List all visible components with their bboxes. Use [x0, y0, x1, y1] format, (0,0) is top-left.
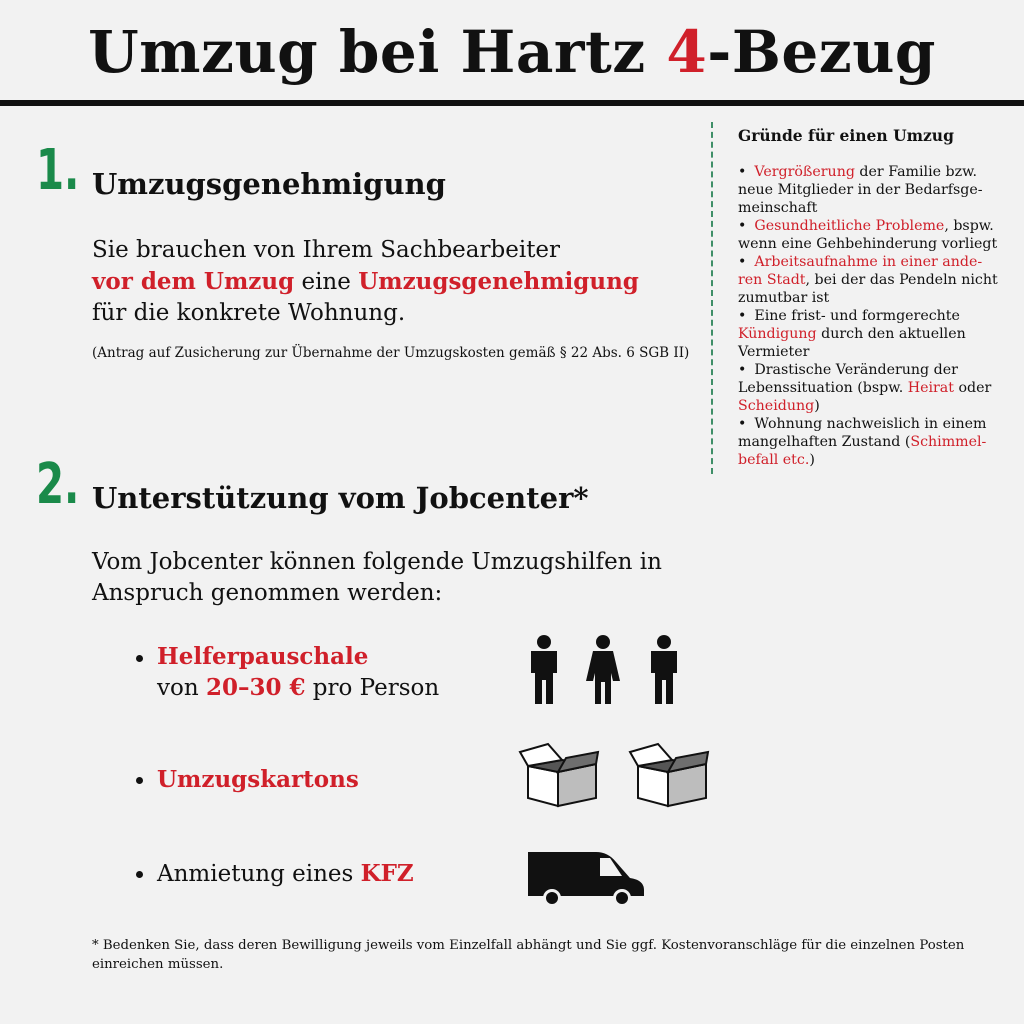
- reason-text: , bspw. wenn eine Gehbehinderung vorliegt: [738, 218, 998, 252]
- title-suffix: -Bezug: [707, 18, 936, 86]
- section2-intro-line1: Vom Jobcenter können folgende Umzugshilfen in: [92, 549, 662, 575]
- reason-pre: Eine frist- und formgerechte: [754, 308, 960, 324]
- bullet: [136, 871, 143, 878]
- box-icon: [628, 740, 710, 808]
- section1-heading: Umzugsgenehmigung: [92, 167, 446, 201]
- section1-red-permit: Umzugsgenehmigung: [358, 268, 639, 295]
- reason-text: durch den aktuellen Vermieter: [738, 326, 966, 360]
- reason-highlight: Schimmel-befall etc.: [738, 434, 987, 468]
- reason-text: der Familie bzw. neue Mitglieder in der Bedarfsge-meinschaft: [738, 164, 983, 216]
- bullet: [136, 655, 143, 662]
- section1-line3: für die konkrete Wohnung.: [92, 300, 406, 326]
- section2-intro-line2: Anspruch genommen werden:: [92, 580, 443, 606]
- section2-heading: Unterstützung vom Jobcenter*: [92, 481, 589, 515]
- man-icon: [527, 634, 561, 704]
- section2-intro: [92, 547, 692, 609]
- footnote: * Bedenken Sie, dass deren Bewilligung jeweils vom Einzelfall abhängt und Sie ggf. Kostenvoranschläge für die einzelnen Posten einreichen müssen.: [92, 938, 965, 972]
- title-rule: [0, 100, 1024, 106]
- helper-amount-line: [157, 672, 439, 704]
- reason-highlight: Arbeitsaufnahme in einer ande-ren Stadt: [738, 254, 983, 288]
- box-icon: [518, 740, 600, 808]
- reason-mid: oder: [953, 380, 992, 396]
- reason-pre: Drastische Veränderung der Lebenssituation (bspw.: [738, 362, 958, 396]
- title-number: 4: [666, 18, 708, 86]
- reason-text: ): [809, 452, 815, 468]
- helper-pre: von: [157, 675, 206, 701]
- reason-highlight: Scheidung: [738, 398, 815, 414]
- reason-highlight: Heirat: [907, 380, 954, 396]
- reasons-list: [738, 163, 1006, 469]
- section1-line2: [92, 266, 692, 298]
- reason-text: ): [814, 398, 820, 414]
- helper-amount: 20–30 €: [205, 674, 306, 701]
- section1-number: 1.: [36, 138, 80, 203]
- reason-text: , bei der das Pendeln nicht zumutbar ist: [738, 272, 998, 306]
- reason-item: • Arbeitsaufnahme in einer ande-ren Stadt, bei der das Pendeln nicht zumutbar ist: [738, 254, 998, 306]
- reason-highlight: Kündigung: [738, 326, 817, 342]
- section1-line2-mid: eine: [301, 269, 351, 295]
- reason-item: • Wohnung nachweislich in einem mangelhaften Zustand (Schimmel-befall etc.): [738, 416, 987, 468]
- title-prefix: Umzug bei Hartz: [88, 18, 646, 86]
- van-icon: [526, 848, 646, 908]
- reason-item: • Gesundheitliche Probleme, bspw. wenn eine Gehbehinderung vorliegt: [738, 218, 998, 252]
- reasons-sidebar: [738, 127, 1006, 469]
- woman-icon: [585, 634, 621, 704]
- reason-highlight: Vergrößerung: [754, 164, 855, 180]
- bullet: [136, 777, 143, 784]
- helper-label: Helferpauschale: [157, 643, 369, 670]
- vehicle-pre: Anmietung eines: [157, 861, 361, 887]
- helper-post: pro Person: [305, 675, 440, 701]
- sidebar-title: Gründe für einen Umzug: [738, 126, 954, 145]
- page-title: [0, 18, 1024, 86]
- section2-number: 2.: [36, 452, 80, 517]
- vehicle-item: [157, 858, 414, 890]
- reason-pre: Wohnung nachweislich in einem mangelhaften Zustand (: [738, 416, 987, 450]
- reason-item: • Vergrößerung der Familie bzw. neue Mitglieder in der Bedarfsge-meinschaft: [738, 164, 983, 216]
- reason-item: • Eine frist- und formgerechte Kündigung durch den aktuellen Vermieter: [738, 308, 966, 360]
- section1-red-before-move: vor dem Umzug: [92, 268, 295, 295]
- boxes-item: [157, 764, 359, 795]
- sidebar-divider: [711, 122, 713, 474]
- helper-item: [157, 641, 439, 704]
- section1-text: [92, 235, 692, 329]
- reason-highlight: Gesundheitliche Probleme: [754, 218, 945, 234]
- man-icon: [647, 634, 681, 704]
- reason-item: • Drastische Veränderung der Lebenssituation (bspw. Heirat oder Scheidung): [738, 362, 992, 414]
- section1-line1: Sie brauchen von Ihrem Sachbearbeiter: [92, 237, 561, 263]
- section1-note: (Antrag auf Zusicherung zur Übernahme der Umzugskosten gemäß § 22 Abs. 6 SGB II): [92, 345, 690, 361]
- vehicle-label: KFZ: [360, 860, 414, 887]
- boxes-label: Umzugskartons: [157, 766, 359, 793]
